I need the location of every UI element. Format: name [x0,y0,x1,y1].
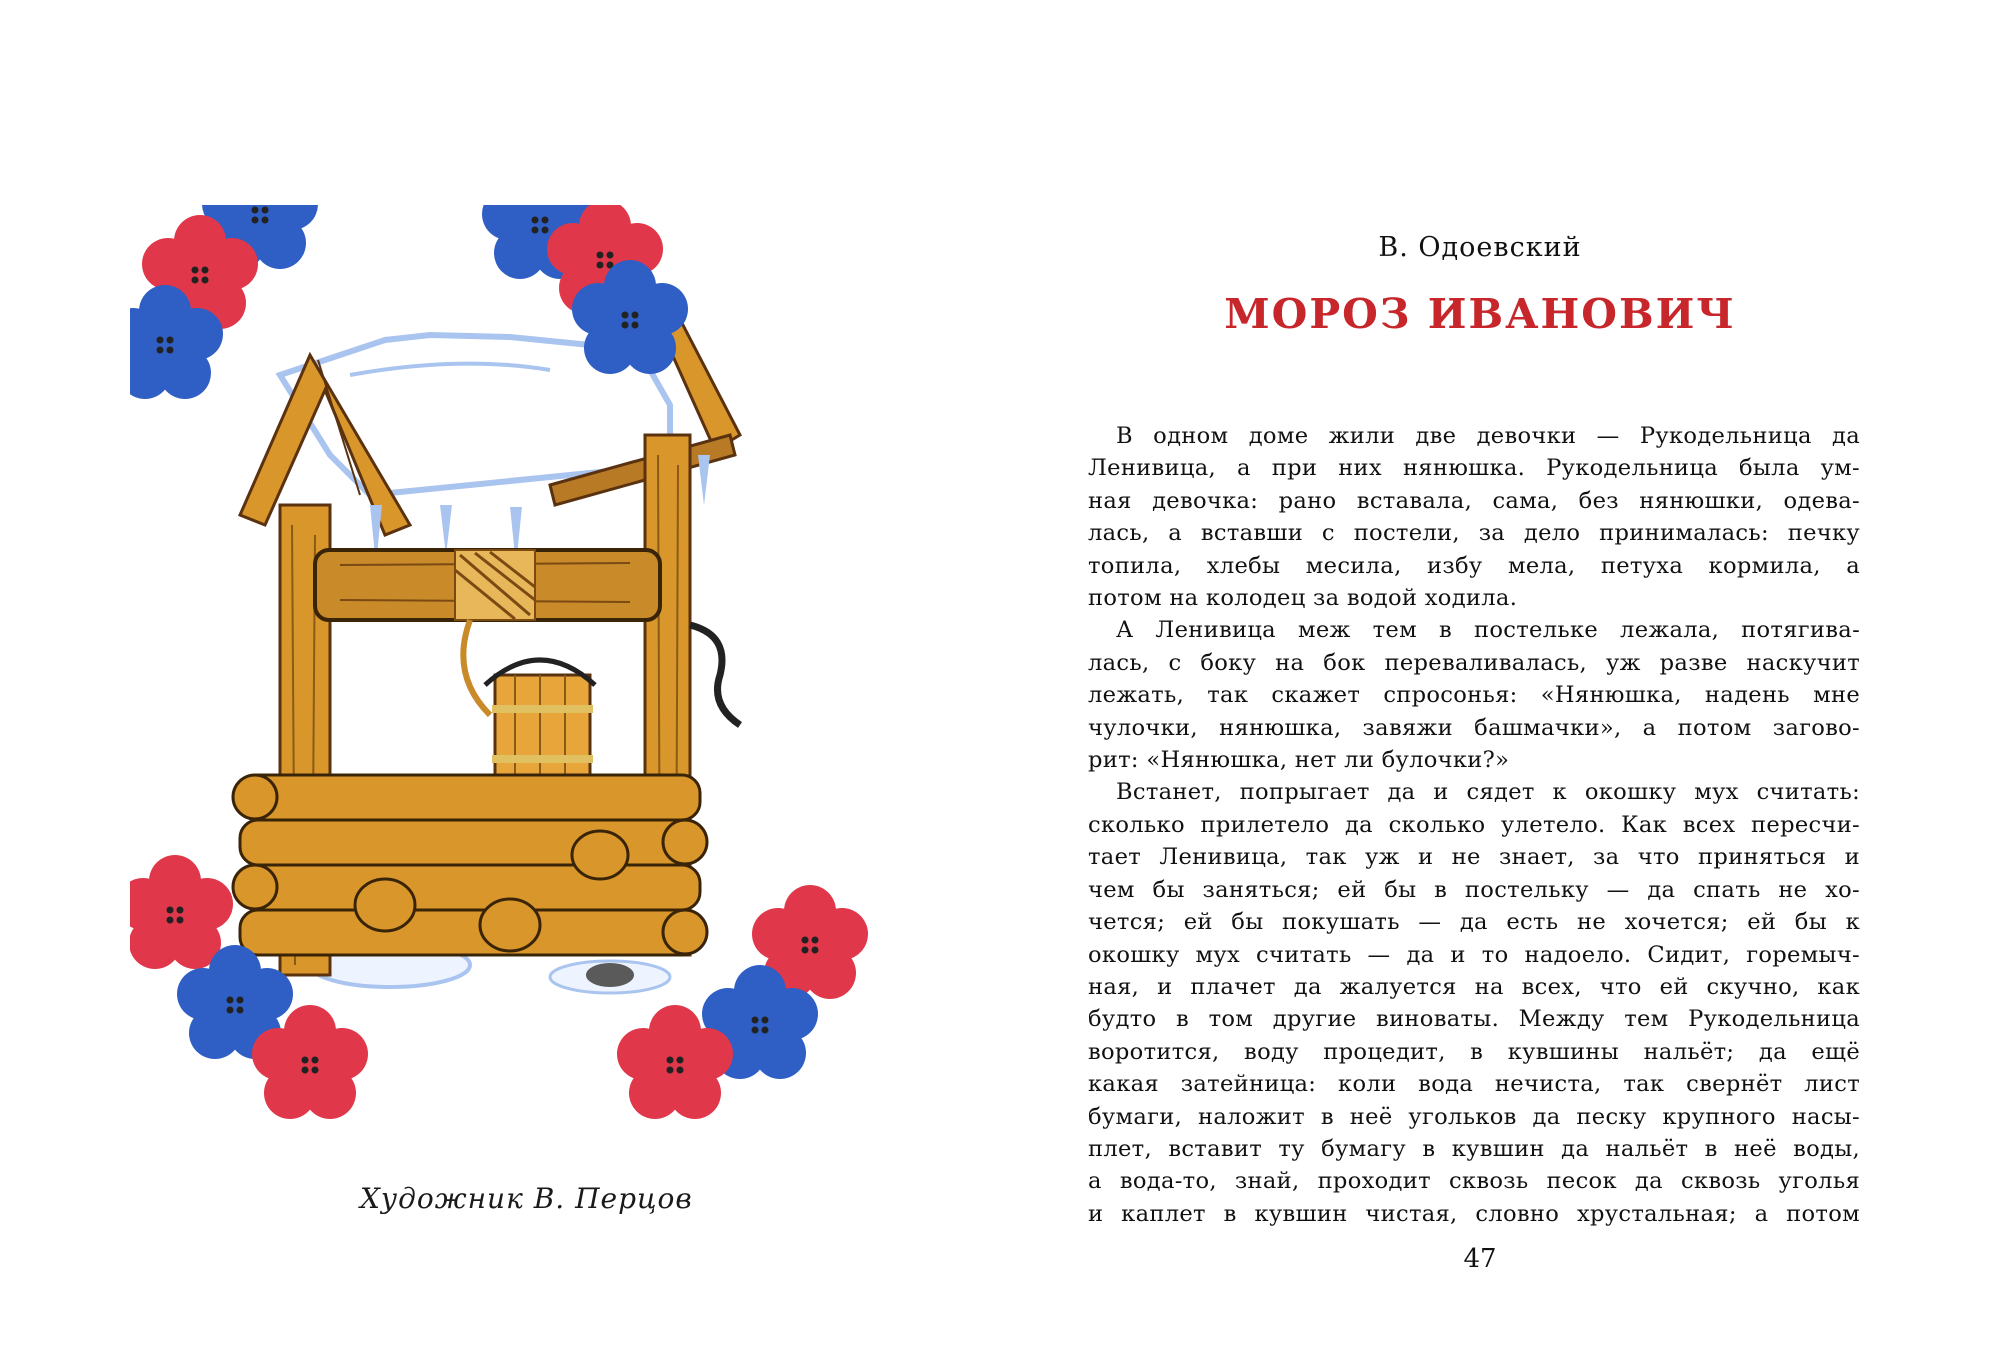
text-line: лась, с боку на бок переваливалась, уж разве наскучит [1088,649,1860,676]
paragraph-1 [1088,420,1860,614]
text-line: чулочки, нянюшка, завяжи башмачки», а потом загово- [1088,714,1860,741]
paragraph-3 [1088,776,1860,1230]
story-title: МОРОЗ ИВАНОВИЧ [1224,290,1736,338]
text-line: рит: «Нянюшка, нет ли булочки?» [1088,747,1510,774]
text-line: А Ленивица меж тем в постельке лежала, потягива- [1116,617,1860,644]
well-illustration [130,205,890,1125]
illustrator-caption: Художник В. Перцов [360,1182,693,1215]
text-line: чется; ей бы покушать — да есть не хочется; ей бы к [1088,909,1860,936]
text-line: воротится, воду процедит, в кувшины нальёт; да ещё [1088,1038,1860,1065]
text-line: лежать, так скажет спросонья: «Нянюшка, надень мне [1088,682,1860,709]
text-line: какая затейница: коли вода нечиста, так свернёт лист [1088,1071,1860,1098]
text-line: будто в том другие виноваты. Между тем Рукодельница [1088,1006,1860,1033]
text-line: потом на колодец за водой ходила. [1088,585,1518,612]
text-line: тает Ленивица, так уж и не знает, за что приняться и [1088,844,1860,871]
windlass [315,550,660,715]
paragraph-2 [1088,614,1860,776]
text-line: лась, а вставши с постели, за дело принималась: печку [1088,520,1860,547]
text-line: и каплет в кувшин чистая, словно хрустальная; а потом [1088,1200,1860,1227]
text-line: Ленивица, а при них нянюшка. Рукодельница была ум- [1088,455,1860,482]
text-line: а вода-то, знай, проходит сквозь песок да сквозь уголья [1088,1168,1860,1195]
text-line: ная, и плачет да жалуется на всех, что ей скучно, как [1088,973,1860,1000]
right-page [1000,0,2000,1353]
text-line: окошку мух считать — да и то надоело. Сидит, горемыч- [1088,941,1860,968]
text-line: плет, вставит ту бумагу в кувшин да нальёт в неё воды, [1088,1135,1860,1162]
text-line: бумаги, наложит в неё угольков да песку крупного насы- [1088,1103,1860,1130]
text-line: топила, хлебы месила, избу мела, петуха кормила, а [1088,552,1860,579]
author-name: В. Одоевский [1378,232,1582,263]
text-line: Встанет, попрыгает да и сядет к окошку мух считать: [1116,779,1860,806]
text-line: чем бы заняться; ей бы в постельку — да спать не хо- [1088,876,1860,903]
text-line: сколько прилетело да сколько улетело. Как всех пересчи- [1088,811,1860,838]
text-line: В одном доме жили две девочки — Рукодельница да [1116,423,1860,449]
page-number: 47 [1463,1244,1497,1274]
text-line: ная девочка: рано вставала, сама, без нянюшки, одева- [1088,487,1860,514]
story-text [1088,420,1860,1230]
crank-handle [690,625,740,725]
well-logs [233,775,707,955]
